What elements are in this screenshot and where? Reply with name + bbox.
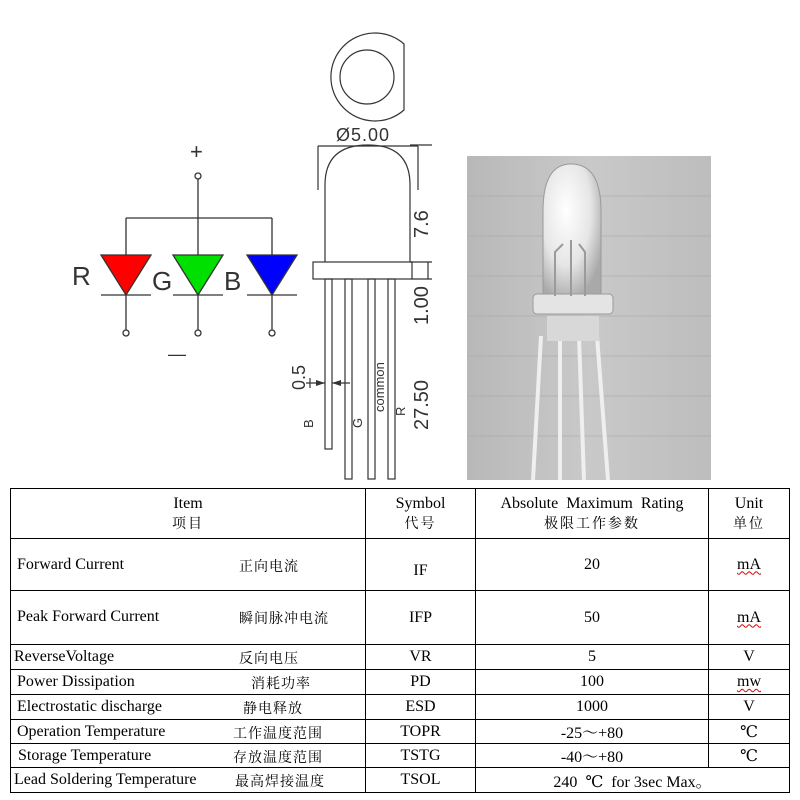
row-unit: V xyxy=(709,645,790,670)
diameter-label: Ø5.00 xyxy=(336,125,391,145)
row-value: -40～+80 xyxy=(476,744,709,768)
row-symbol: IF xyxy=(366,539,476,591)
item-zh: 静电释放 xyxy=(243,701,303,717)
item-en: Power Dissipation xyxy=(17,673,135,690)
lead-r-label: R xyxy=(393,406,408,416)
row-symbol: TSTG xyxy=(366,744,476,768)
row-item xyxy=(11,591,366,645)
row-unit: mA xyxy=(737,608,761,626)
lead-common-label: common xyxy=(372,362,387,412)
item-en: Electrostatic discharge xyxy=(17,698,162,715)
red-led-symbol xyxy=(101,255,151,295)
row-item xyxy=(11,768,366,793)
row-value: 50 xyxy=(476,591,709,645)
plus-label: + xyxy=(190,139,203,164)
header-item xyxy=(11,489,366,539)
table-header-row xyxy=(11,489,790,539)
row-item xyxy=(11,539,366,591)
row-unit-cell xyxy=(709,670,790,695)
item-en: ReverseVoltage xyxy=(14,648,115,665)
row-value: 1000 xyxy=(476,695,709,720)
row-symbol: TOPR xyxy=(366,720,476,744)
row-value: 100 xyxy=(476,670,709,695)
item-zh: 存放温度范围 xyxy=(233,750,323,766)
row-value: 240 ℃ for 3sec Max。 xyxy=(476,768,790,793)
table-row xyxy=(11,744,790,768)
header-unit xyxy=(709,489,790,539)
item-zh: 瞬间脉冲电流 xyxy=(239,611,329,627)
item-zh: 正向电流 xyxy=(239,559,299,575)
item-zh: 反向电压 xyxy=(239,651,299,667)
row-value: 20 xyxy=(476,539,709,591)
g-label: G xyxy=(152,266,173,296)
item-zh: 工作温度范围 xyxy=(233,726,323,742)
lead-g-label: G xyxy=(350,417,365,428)
row-item xyxy=(11,645,366,670)
row-symbol: ESD xyxy=(366,695,476,720)
row-symbol: TSOL xyxy=(366,768,476,793)
table-row xyxy=(11,539,790,591)
width-arrow-right xyxy=(332,380,341,386)
row-symbol: IFP xyxy=(366,591,476,645)
minus-label: — xyxy=(168,344,186,364)
header-symbol-zh: 代号 xyxy=(404,515,437,532)
row-unit: ℃ xyxy=(709,744,790,768)
row-unit: ℃ xyxy=(709,720,790,744)
row-unit: mA xyxy=(737,555,761,573)
blue-led-symbol xyxy=(247,255,297,295)
table-row xyxy=(11,670,790,695)
table-row xyxy=(11,695,790,720)
r-label: R xyxy=(72,261,91,291)
flange-label: 1.00 xyxy=(411,286,433,325)
led-photo xyxy=(467,156,711,480)
header-unit-en: Unit xyxy=(734,494,764,512)
row-unit-cell xyxy=(709,591,790,645)
item-en: Forward Current xyxy=(17,556,125,573)
absolute-max-rating-table xyxy=(10,488,790,793)
row-symbol: VR xyxy=(366,645,476,670)
row-item xyxy=(11,744,366,768)
row-unit-cell xyxy=(709,539,790,591)
lead-length-label: 27.50 xyxy=(411,379,433,430)
item-en: Lead Soldering Temperature xyxy=(14,771,197,788)
green-led-symbol xyxy=(173,255,223,295)
header-rating xyxy=(476,489,709,539)
row-value: -25～+80 xyxy=(476,720,709,744)
width-arrow-left xyxy=(316,380,325,386)
lead-b-label: B xyxy=(301,419,316,428)
table-row xyxy=(11,768,790,793)
item-en: Operation Temperature xyxy=(17,723,166,740)
item-en: Storage Temperature xyxy=(18,747,152,764)
header-item-en: Item xyxy=(173,494,203,512)
table-row xyxy=(11,591,790,645)
row-unit: mw xyxy=(737,673,761,690)
row-item xyxy=(11,670,366,695)
lead-width-label: 0.5 xyxy=(289,364,309,390)
header-symbol-en: Symbol xyxy=(395,494,446,512)
item-zh: 最高焊接温度 xyxy=(235,774,325,790)
header-symbol xyxy=(366,489,476,539)
row-item xyxy=(11,720,366,744)
row-symbol: PD xyxy=(366,670,476,695)
header-item-zh: 项目 xyxy=(172,515,204,532)
row-value: 5 xyxy=(476,645,709,670)
header-unit-zh: 单位 xyxy=(733,515,765,532)
item-en: Peak Forward Current xyxy=(17,608,160,625)
row-unit: V xyxy=(709,695,790,720)
table-row xyxy=(11,720,790,744)
height-label: 7.6 xyxy=(411,210,433,238)
item-zh: 消耗功率 xyxy=(251,676,311,692)
header-rating-en: Absolute Maximum Rating xyxy=(500,494,684,512)
b-label: B xyxy=(224,266,242,296)
row-item xyxy=(11,695,366,720)
header-rating-zh: 极限工作参数 xyxy=(544,515,640,532)
table-row xyxy=(11,645,790,670)
led-top-view xyxy=(331,33,404,121)
